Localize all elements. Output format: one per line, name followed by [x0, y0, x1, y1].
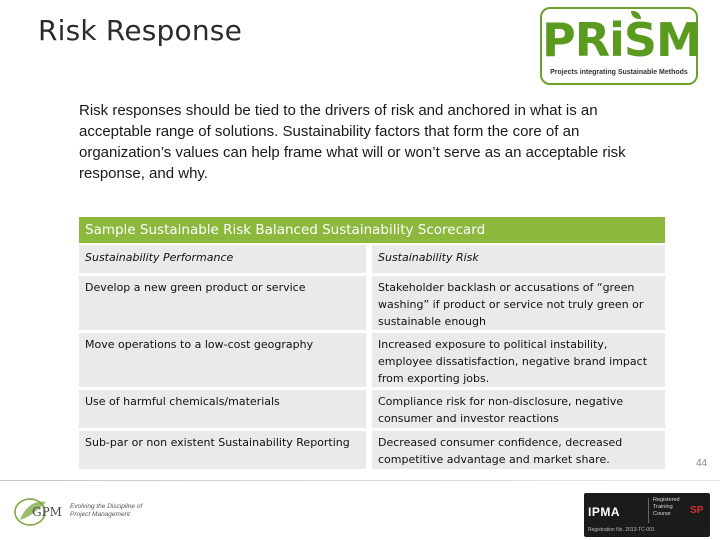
risk-cell: Decreased consumer confidence, decreased competitive advantage and market share. — [372, 431, 665, 469]
ipma-level: SP — [690, 505, 704, 516]
prism-logo — [540, 7, 701, 85]
column-header-performance: Sustainability Performance — [79, 245, 366, 273]
gpm-logo-text: Evolving the Discipline of Project Management — [70, 503, 143, 518]
ipma-badge — [584, 493, 710, 537]
footer-divider — [0, 480, 720, 481]
ipma-badge-text: Registered Training Course — [653, 497, 680, 517]
performance-cell: Use of harmful chemicals/materials — [79, 390, 366, 428]
gpm-mark-text: GPM — [32, 505, 62, 519]
intro-paragraph: Risk responses should be tied to the drivers of risk and anchored in what is an acceptable range of solutions. Sustainability factors that form the core of an organization’s values can help frame what will or won’t serve as an acceptable risk response, and why. — [79, 102, 626, 182]
scorecard-title: Sample Sustainable Risk Balanced Sustainability Scorecard — [79, 217, 665, 243]
table-row — [79, 333, 665, 387]
prism-logo-tagline: Projects integrating Sustainable Methods — [550, 69, 688, 76]
performance-cell: Sub-par or non existent Sustainability Reporting — [79, 431, 366, 469]
page-title: Risk Response — [38, 14, 243, 47]
table-row — [79, 431, 665, 469]
risk-cell: Stakeholder backlash or accusations of “green washing” if product or service not truly green or sustainable enough — [372, 276, 665, 330]
table-row — [79, 390, 665, 428]
ipma-divider — [648, 498, 649, 523]
table-row — [79, 276, 665, 330]
performance-cell: Develop a new green product or service — [79, 276, 366, 330]
page-number: 44 — [696, 458, 708, 469]
ipma-registration: Registration No. 2013-TC-001 — [588, 527, 655, 533]
risk-cell: Increased exposure to political instability, employee dissatisfaction, negative brand impact from exporting jobs. — [372, 333, 665, 387]
column-header-risk: Sustainability Risk — [372, 245, 665, 273]
ipma-wordmark: IPMA — [588, 505, 620, 519]
performance-cell: Move operations to a low-cost geography — [79, 333, 366, 387]
prism-logo-wordmark: PRiSM — [542, 13, 701, 67]
scorecard-table — [79, 245, 665, 472]
gpm-logo — [12, 494, 147, 530]
risk-cell: Compliance risk for non-disclosure, negative consumer and investor reactions — [372, 390, 665, 428]
table-header-row — [79, 245, 665, 273]
gpm-leaf-icon — [12, 494, 68, 530]
